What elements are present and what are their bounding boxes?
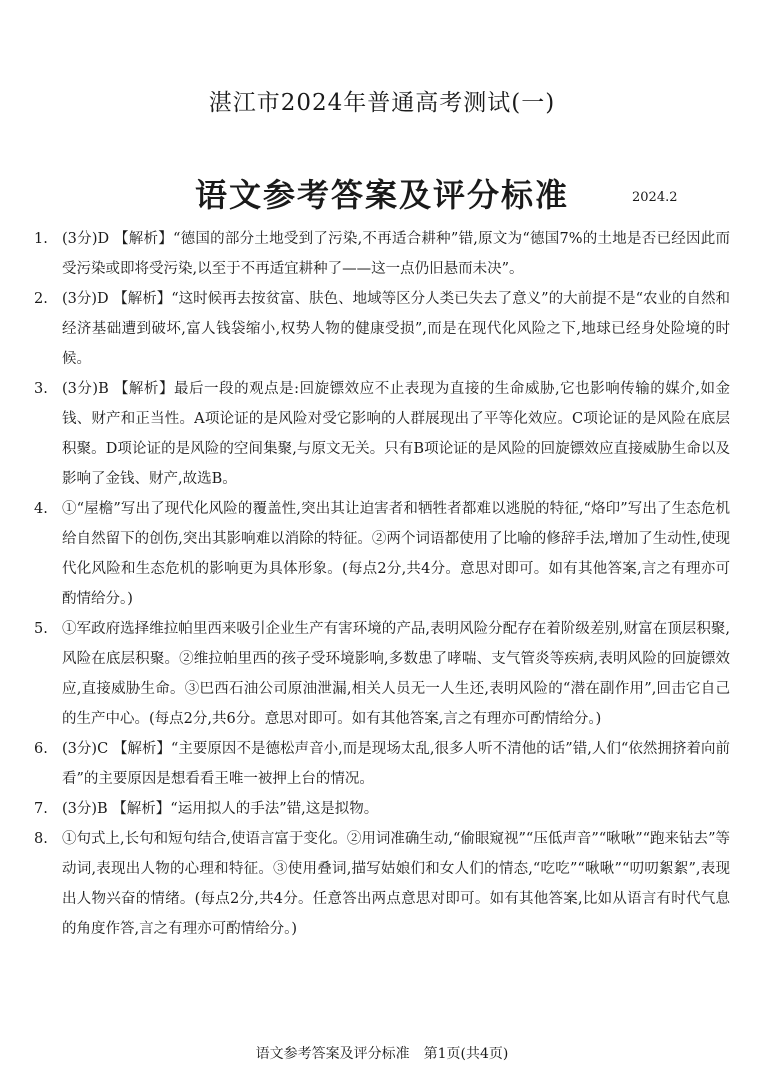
page-footer: 语文参考答案及评分标准 第1页(共4页) [255, 1046, 509, 1062]
answer-number: 5. [34, 621, 48, 637]
answer-number: 4. [34, 501, 48, 517]
document-date: 2024.2 [632, 190, 678, 205]
answer-item-2 [34, 284, 730, 374]
answer-text: (3分)C 【解析】“主要原因不是德松声音小,而是现场太乱,很多人听不清他的话”错,人们“依然拥挤着向前看”的主要原因是想看看王唯一被押上台的情况。 [62, 741, 730, 787]
answer-item-1 [34, 224, 730, 284]
answer-text: (3分)B 【解析】最后一段的观点是:回旋镖效应不止表现为直接的生命威胁,它也影响传输的媒介,如金钱、财产和正当性。A项论证的是风险对受它影响的人群展现出了平等化效应。C项论证的是风险在底层积聚。D项论证的是风险的空间集聚,与原文无关。只有B项论证的是风险的回旋镖效应直接威胁生命以及影响了金钱、财产,故选B。 [62, 381, 730, 487]
answer-number: 8. [34, 831, 48, 847]
answer-number: 1. [34, 231, 48, 247]
answer-item-6 [34, 734, 730, 794]
answer-text: ①“屋檐”写出了现代化风险的覆盖性,突出其让迫害者和牺牲者都难以逃脱的特征,“烙印”写出了生态危机给自然留下的创伤,突出其影响难以消除的特征。②两个词语都使用了比喻的修辞手法,增加了生动性,使现代化风险和生态危机的影响更为具体形象。(每点2分,共4分。意思对即可。如有其他答案,言之有理亦可酌情给分。) [62, 501, 730, 607]
answer-number: 6. [34, 741, 48, 757]
answer-number: 2. [34, 291, 48, 307]
page-title: 语文参考答案及评分标准 [194, 176, 569, 214]
answer-item-5 [34, 614, 730, 734]
exam-title: 湛江市2024年普通高考测试(一) [208, 90, 556, 116]
answer-item-4 [34, 494, 730, 614]
answer-text: ①军政府选择维拉帕里西来吸引企业生产有害环境的产品,表明风险分配存在着阶级差别,财富在顶层积聚,风险在底层积聚。②维拉帕里西的孩子受环境影响,多数患了哮喘、支气管炎等疾病,表明风险的回旋镖效应,直接威胁生命。③巴西石油公司原油泄漏,相关人员无一人生还,表明风险的“潜在副作用”,回击它自己的生产中心。(每点2分,共6分。意思对即可。如有其他答案,言之有理亦可酌情给分。) [62, 621, 730, 727]
answer-number: 7. [34, 801, 48, 817]
answer-list [34, 224, 730, 944]
answer-text: (3分)B 【解析】“运用拟人的手法”错,这是拟物。 [62, 801, 379, 817]
answer-text: (3分)D 【解析】“这时候再去按贫富、肤色、地域等区分人类已失去了意义”的大前提不是“农业的自然和经济基础遭到破坏,富人钱袋缩小,权势人物的健康受损”,而是在现代化风险之下,地球已经身处险境的时候。 [62, 291, 731, 367]
answer-item-3 [34, 374, 730, 494]
answer-text: ①句式上,长句和短句结合,使语言富于变化。②用词准确生动,“偷眼窥视”“压低声音”“啾啾”“跑来钻去”等动词,表现出人物的心理和特征。③使用叠词,描写姑娘们和女人们的情态,“吃吃”“啾啾”“叨叨絮絮”,表现出人物兴奋的情绪。(每点2分,共4分。任意答出两点意思对即可。如有其他答案,比如从语言有时代气息的角度作答,言之有理亦可酌情给分。) [62, 831, 730, 937]
answer-number: 3. [34, 381, 48, 397]
answer-item-8 [34, 824, 730, 944]
answer-item-7 [34, 794, 730, 824]
answer-text: (3分)D 【解析】“德国的部分土地受到了污染,不再适合耕种”错,原文为“德国7%的土地是否已经因此而受污染或即将受污染,以至于不再适宜耕种了——这一点仍旧悬而未决”。 [62, 231, 730, 277]
